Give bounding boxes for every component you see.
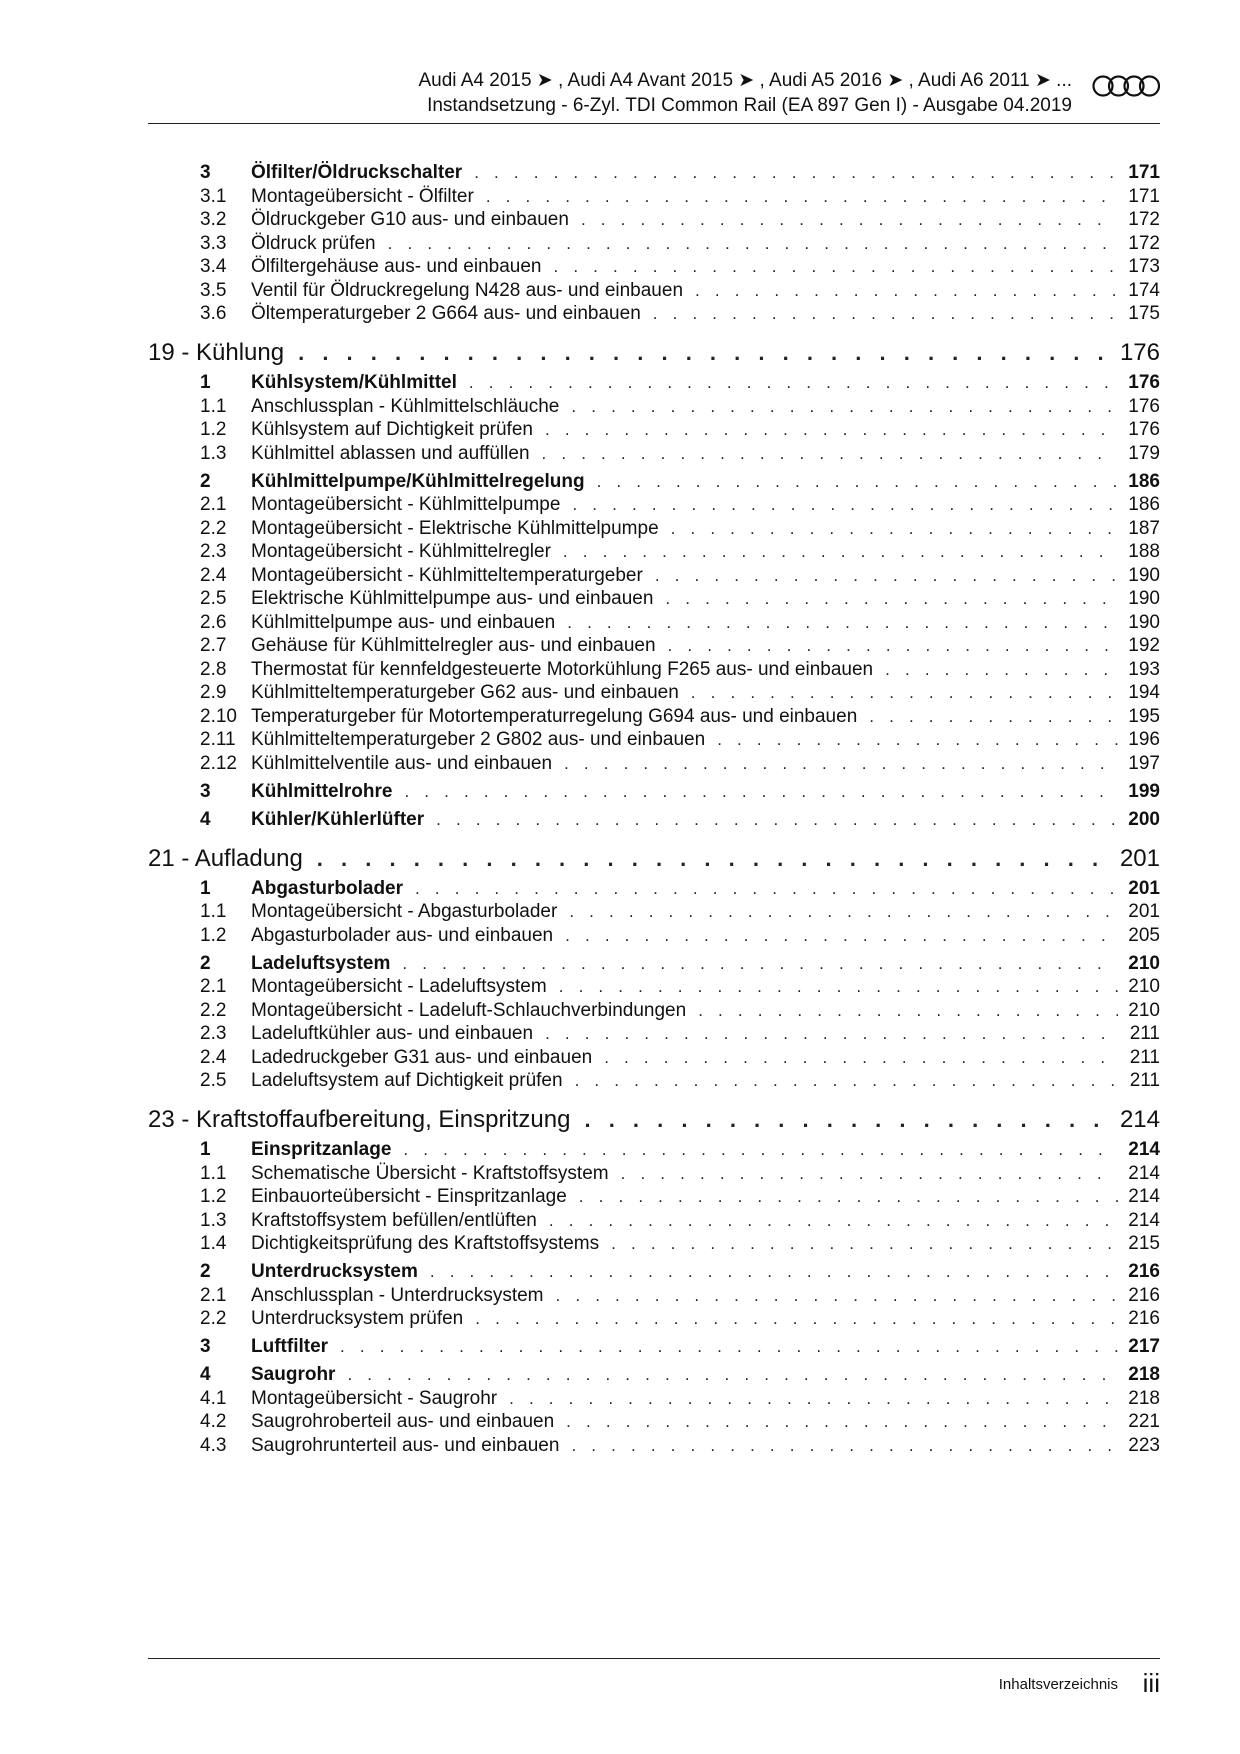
toc-leader-dots xyxy=(621,1161,1119,1187)
toc-entry-number: 3.6 xyxy=(200,303,227,324)
toc-entry[interactable] xyxy=(148,1021,1160,1047)
toc-leader-dots xyxy=(575,1068,1120,1094)
toc-section[interactable] xyxy=(148,1334,1160,1360)
toc-entry-title: Montageübersicht - Kühlmittelregler xyxy=(251,541,551,562)
header-divider xyxy=(148,123,1160,124)
toc-entry-number: 3.4 xyxy=(200,256,227,277)
toc-leader-dots xyxy=(486,184,1118,210)
toc-leader-dots xyxy=(717,727,1118,753)
toc-entry-page: 186 xyxy=(1128,494,1160,515)
document-header xyxy=(418,68,1072,118)
toc-entry-title: Öldruck prüfen xyxy=(251,232,376,254)
toc-entry-number: 4.3 xyxy=(200,1434,227,1456)
toc-entry-title: Anschlussplan - Kühlmittelschläuche xyxy=(251,395,560,417)
toc-section[interactable] xyxy=(148,807,1160,833)
toc-entry-title: Schematische Übersicht - Kraftstoffsystem xyxy=(251,1162,609,1184)
toc-entry-page: 210 xyxy=(1128,976,1160,997)
toc-entry-page: 210 xyxy=(1128,999,1160,1021)
toc-entry-page: 179 xyxy=(1128,442,1160,464)
toc-entry-page: 172 xyxy=(1128,209,1160,230)
toc-leader-dots xyxy=(559,974,1119,1000)
toc-entry-number: 1 xyxy=(200,1139,211,1160)
toc-entry[interactable] xyxy=(148,254,1160,280)
toc-leader-dots xyxy=(668,633,1119,659)
toc-entry-number: 3 xyxy=(200,162,211,183)
toc-entry-title: Kühlmittelrohre xyxy=(251,780,393,802)
toc-entry[interactable] xyxy=(148,610,1160,636)
toc-leader-dots xyxy=(695,278,1118,304)
toc-entry[interactable] xyxy=(148,974,1160,1000)
toc-entry-title: 23 - Kraftstoffaufbereitung, Einspritzung xyxy=(148,1106,571,1133)
toc-entry-title: Kühlmittelpumpe aus- und einbauen xyxy=(251,611,556,633)
toc-leader-dots xyxy=(885,657,1118,683)
toc-entry-page: 216 xyxy=(1128,1308,1160,1329)
toc-entry-number: 2.1 xyxy=(200,494,227,515)
toc-entry[interactable] xyxy=(148,278,1160,304)
toc-leader-dots xyxy=(691,680,1119,706)
toc-entry-number: 3 xyxy=(200,780,211,802)
toc-entry[interactable] xyxy=(148,1161,1160,1187)
toc-entry[interactable] xyxy=(148,417,1160,443)
toc-entry-title: Einspritzanlage xyxy=(251,1139,392,1160)
toc-entry[interactable] xyxy=(148,492,1160,518)
toc-entry-title: Öltemperaturgeber 2 G664 aus- und einbauen xyxy=(251,303,641,324)
toc-leader-dots xyxy=(556,1283,1119,1309)
toc-entry-number: 2.2 xyxy=(200,999,227,1021)
toc-leader-dots xyxy=(604,1045,1120,1071)
toc-chapter[interactable] xyxy=(148,337,1160,369)
header-title: Instandsetzung - 6-Zyl. TDI Common Rail (EA 897 Gen I) - Ausgabe 04.2019 xyxy=(427,95,1072,116)
toc-entry-page: 223 xyxy=(1128,1434,1160,1456)
toc-entry-number: 4.1 xyxy=(200,1387,227,1409)
toc-leader-dots xyxy=(572,492,1118,518)
footer-page-number: iii xyxy=(1142,1668,1160,1698)
toc-entry-title: Montageübersicht - Kühlmittelpumpe xyxy=(251,494,561,515)
toc-entry-title: Dichtigkeitsprüfung des Kraftstoffsystems xyxy=(251,1233,600,1254)
toc-entry-page: 195 xyxy=(1128,705,1160,727)
toc-entry-page: 218 xyxy=(1128,1364,1160,1385)
toc-entry[interactable] xyxy=(148,441,1160,467)
toc-entry[interactable] xyxy=(148,516,1160,542)
toc-entry-title: Gehäuse für Kühlmittelregler aus- und einbauen xyxy=(251,635,656,656)
toc-leader-dots xyxy=(584,1104,1109,1136)
toc-entry-page: 211 xyxy=(1129,1023,1160,1044)
toc-entry-number: 2.4 xyxy=(200,1046,227,1068)
toc-entry-page: 190 xyxy=(1128,611,1160,633)
toc-entry-title: Temperaturgeber für Motortemperaturregelung G694 aus- und einbauen xyxy=(251,705,858,727)
toc-leader-dots xyxy=(671,516,1119,542)
toc-entry-number: 4 xyxy=(200,1364,211,1385)
toc-entry-page: 201 xyxy=(1128,877,1160,899)
toc-leader-dots xyxy=(665,586,1118,612)
toc-entry-page: 211 xyxy=(1129,1046,1160,1068)
toc-entry-number: 4.2 xyxy=(200,1411,227,1432)
toc-entry[interactable] xyxy=(148,1433,1160,1459)
toc-entry-page: 187 xyxy=(1128,517,1160,539)
toc-entry-title: Ventil für Öldruckregelung N428 aus- und einbauen xyxy=(251,279,684,301)
toc-entry-title: Kühlmitteltemperaturgeber 2 G802 aus- und einbauen xyxy=(251,729,706,750)
toc-entry-title: Montageübersicht - Ladeluftsystem xyxy=(251,976,547,997)
toc-entry[interactable] xyxy=(148,301,1160,327)
toc-entry-title: Kühlmitteltemperaturgeber G62 aus- und einbauen xyxy=(251,682,679,703)
toc-entry[interactable] xyxy=(148,1068,1160,1094)
toc-entry-page: 199 xyxy=(1128,780,1160,802)
toc-entry-title: Ölfiltergehäuse aus- und einbauen xyxy=(251,256,542,277)
toc-entry[interactable] xyxy=(148,1208,1160,1234)
toc-entry-number: 3.5 xyxy=(200,279,227,301)
toc-entry-page: 214 xyxy=(1128,1186,1160,1207)
toc-entry-title: Ladeluftkühler aus- und einbauen xyxy=(251,1023,534,1044)
toc-entry-number: 3 xyxy=(200,1336,211,1357)
toc-entry[interactable] xyxy=(148,704,1160,730)
footer-label: Inhaltsverzeichnis xyxy=(998,1676,1118,1693)
toc-entry-number: 1.1 xyxy=(200,901,227,922)
toc-entry[interactable] xyxy=(148,1283,1160,1309)
toc-entry-title: Abgasturbolader xyxy=(251,877,404,899)
toc-entry-number: 1 xyxy=(200,372,211,393)
toc-entry-number: 2.1 xyxy=(200,1284,227,1306)
toc-entry[interactable] xyxy=(148,657,1160,683)
toc-entry-number: 2.5 xyxy=(200,588,227,609)
toc-leader-dots xyxy=(581,207,1118,233)
toc-entry-page: 193 xyxy=(1128,658,1160,680)
toc-entry-title: Kühlmittelpumpe/Kühlmittelregelung xyxy=(251,470,585,492)
toc-entry-title: 21 - Aufladung xyxy=(148,844,303,872)
toc-entry-title: Montageübersicht - Saugrohr xyxy=(251,1387,498,1409)
toc-leader-dots xyxy=(655,563,1118,589)
toc-entry-page: 190 xyxy=(1128,588,1160,609)
toc-entry-page: 176 xyxy=(1119,339,1160,366)
toc-entry-page: 174 xyxy=(1128,279,1160,301)
toc-entry-number: 2.7 xyxy=(200,635,227,656)
toc-leader-dots xyxy=(571,394,1118,420)
toc-entry[interactable] xyxy=(148,1184,1160,1210)
toc-entry-page: 188 xyxy=(1128,541,1160,562)
toc-entry-page: 171 xyxy=(1128,185,1160,207)
toc-leader-dots xyxy=(545,1021,1120,1047)
toc-entry-title: Ladeluftsystem xyxy=(251,952,391,974)
footer-divider xyxy=(148,1658,1160,1659)
toc-entry-number: 2 xyxy=(200,952,211,974)
toc-entry-page: 186 xyxy=(1128,470,1160,492)
toc-entry-number: 1.3 xyxy=(200,442,227,464)
toc-entry-number: 2.2 xyxy=(200,1308,227,1329)
toc-entry-page: 196 xyxy=(1128,729,1160,750)
toc-entry-number: 3.3 xyxy=(200,232,227,254)
toc-entry-title: Saugrohr xyxy=(251,1364,336,1385)
toc-entry[interactable] xyxy=(148,899,1160,925)
toc-leader-dots xyxy=(474,160,1118,186)
toc-entry-page: 214 xyxy=(1128,1209,1160,1231)
toc-leader-dots xyxy=(430,1259,1118,1285)
toc-leader-dots xyxy=(566,1409,1118,1435)
toc-entry-number: 2.3 xyxy=(200,541,227,562)
toc-entry-page: 214 xyxy=(1128,1139,1160,1160)
toc-leader-dots xyxy=(340,1334,1118,1360)
toc-entry-number: 2.10 xyxy=(200,705,237,727)
toc-leader-dots xyxy=(571,1433,1118,1459)
toc-entry-title: Kühlsystem auf Dichtigkeit prüfen xyxy=(251,419,533,440)
toc-entry-number: 1.2 xyxy=(200,924,227,946)
toc-entry-number: 2.4 xyxy=(200,564,227,586)
toc-entry-page: 201 xyxy=(1128,901,1160,922)
toc-leader-dots xyxy=(653,301,1119,327)
toc-entry-page: 172 xyxy=(1128,232,1160,254)
toc-leader-dots xyxy=(403,1137,1118,1163)
toc-entry-title: Kühlmittelventile aus- und einbauen xyxy=(251,752,553,774)
toc-entry[interactable] xyxy=(148,184,1160,210)
toc-entry[interactable] xyxy=(148,539,1160,565)
toc-entry-title: Saugrohroberteil aus- und einbauen xyxy=(251,1411,555,1432)
toc-entry[interactable] xyxy=(148,207,1160,233)
toc-entry-title: Montageübersicht - Kühlmitteltemperaturgeber xyxy=(251,564,643,586)
toc-leader-dots xyxy=(579,1184,1119,1210)
toc-entry-title: Luftfilter xyxy=(251,1336,329,1357)
toc-entry-page: 210 xyxy=(1128,952,1160,974)
toc-leader-dots xyxy=(404,779,1118,805)
toc-entry-number: 2.11 xyxy=(200,729,236,750)
toc-entry-page: 175 xyxy=(1128,303,1160,324)
toc-entry[interactable] xyxy=(148,1045,1160,1071)
toc-leader-dots xyxy=(567,610,1118,636)
toc-section[interactable] xyxy=(148,469,1160,495)
toc-entry-title: Saugrohrunterteil aus- und einbauen xyxy=(251,1434,560,1456)
toc-entry-page: 173 xyxy=(1128,256,1160,277)
toc-entry-number: 2.3 xyxy=(200,1023,227,1044)
toc-entry-number: 2.6 xyxy=(200,611,227,633)
toc-entry-number: 2.8 xyxy=(200,658,227,680)
toc-leader-dots xyxy=(542,441,1119,467)
toc-entry-title: Montageübersicht - Elektrische Kühlmittelpumpe xyxy=(251,517,659,539)
toc-section[interactable] xyxy=(148,370,1160,396)
toc-entry-page: 216 xyxy=(1128,1284,1160,1306)
toc-entry-title: Montageübersicht - Ölfilter xyxy=(251,185,474,207)
toc-entry-page: 214 xyxy=(1119,1106,1160,1133)
toc-entry[interactable] xyxy=(148,727,1160,753)
toc-section[interactable] xyxy=(148,1137,1160,1163)
toc-entry-number: 1.4 xyxy=(200,1233,227,1254)
toc-leader-dots xyxy=(597,469,1119,495)
toc-entry-number: 1.1 xyxy=(200,395,227,417)
toc-section[interactable] xyxy=(148,779,1160,805)
toc-entry-title: Ölfilter/Öldruckschalter xyxy=(251,162,463,183)
toc-entry-page: 205 xyxy=(1128,924,1160,946)
toc-entry-number: 1.3 xyxy=(200,1209,227,1231)
toc-entry-page: 214 xyxy=(1128,1162,1160,1184)
toc-entry-number: 2.12 xyxy=(200,752,237,774)
toc-entry-title: Kühlmittel ablassen und auffüllen xyxy=(251,442,530,464)
toc-entry-title: Anschlussplan - Unterdrucksystem xyxy=(251,1284,544,1306)
toc-entry[interactable] xyxy=(148,998,1160,1024)
toc-leader-dots xyxy=(698,998,1118,1024)
toc-section[interactable] xyxy=(148,1259,1160,1285)
toc-entry-page: 176 xyxy=(1128,395,1160,417)
toc-entry-title: Elektrische Kühlmittelpumpe aus- und einbauen xyxy=(251,588,654,609)
toc-entry-number: 3.2 xyxy=(200,209,227,230)
toc-entry-title: Unterdrucksystem prüfen xyxy=(251,1308,464,1329)
toc-leader-dots xyxy=(869,704,1118,730)
toc-entry-page: 194 xyxy=(1128,682,1160,703)
header-vehicles: Audi A4 2015 ➤ , Audi A4 Avant 2015 ➤ , Audi A5 2016 ➤ , Audi A6 2011 ➤ ... xyxy=(418,70,1072,91)
toc-leader-dots xyxy=(564,751,1118,777)
toc-entry-title: Unterdrucksystem xyxy=(251,1261,418,1282)
toc-leader-dots xyxy=(317,843,1110,875)
toc-entry[interactable] xyxy=(148,680,1160,706)
toc-chapter[interactable] xyxy=(148,843,1160,875)
toc-entry-page: 201 xyxy=(1119,844,1160,872)
toc-entry-page: 171 xyxy=(1128,162,1160,183)
toc-section[interactable] xyxy=(148,160,1160,186)
toc-entry-title: Abgasturbolader aus- und einbauen xyxy=(251,924,554,946)
toc-entry-title: Öldruckgeber G10 aus- und einbauen xyxy=(251,209,569,230)
toc-entry-page: 215 xyxy=(1128,1233,1160,1254)
toc-entry-number: 2 xyxy=(200,470,211,492)
toc-leader-dots xyxy=(565,923,1118,949)
toc-entry-page: 217 xyxy=(1128,1336,1160,1357)
toc-entry[interactable] xyxy=(148,923,1160,949)
toc-entry-page: 190 xyxy=(1128,564,1160,586)
toc-leader-dots xyxy=(436,807,1118,833)
toc-entry[interactable] xyxy=(148,231,1160,257)
toc-entry-number: 2.9 xyxy=(200,682,227,703)
toc-leader-dots xyxy=(549,1208,1118,1234)
toc-leader-dots xyxy=(388,231,1119,257)
toc-leader-dots xyxy=(545,417,1118,443)
toc-leader-dots xyxy=(298,337,1110,369)
toc-entry-title: Kühlsystem/Kühlmittel xyxy=(251,372,457,393)
toc-entry-number: 2.2 xyxy=(200,517,227,539)
toc-entry-number: 2 xyxy=(200,1261,211,1282)
toc-entry[interactable] xyxy=(148,563,1160,589)
toc-section[interactable] xyxy=(148,951,1160,977)
toc-entry-title: Einbauorteübersicht - Einspritzanlage xyxy=(251,1186,567,1207)
toc-leader-dots xyxy=(475,1306,1118,1332)
toc-chapter[interactable] xyxy=(148,1104,1160,1136)
toc-entry-number: 3.1 xyxy=(200,185,227,207)
toc-section[interactable] xyxy=(148,876,1160,902)
audi-rings-logo xyxy=(1092,74,1160,98)
toc-entry[interactable] xyxy=(148,394,1160,420)
toc-leader-dots xyxy=(509,1386,1118,1412)
toc-leader-dots xyxy=(569,899,1118,925)
toc-entry-title: Montageübersicht - Abgasturbolader xyxy=(251,901,558,922)
toc-entry[interactable] xyxy=(148,751,1160,777)
toc-leader-dots xyxy=(611,1231,1118,1257)
toc-entry[interactable] xyxy=(148,633,1160,659)
toc-entry-title: Thermostat für kennfeldgesteuerte Motorkühlung F265 aus- und einbauen xyxy=(251,658,874,680)
toc-entry-title: 19 - Kühlung xyxy=(148,339,285,366)
toc-entry-page: 221 xyxy=(1128,1411,1160,1432)
toc-entry[interactable] xyxy=(148,1306,1160,1332)
toc-leader-dots xyxy=(347,1362,1118,1388)
toc-entry-page: 197 xyxy=(1128,752,1160,774)
toc-leader-dots xyxy=(402,951,1118,977)
toc-entry-page: 218 xyxy=(1128,1387,1160,1409)
toc-entry[interactable] xyxy=(148,586,1160,612)
toc-entry-number: 2.5 xyxy=(200,1070,227,1091)
toc-entry-number: 1.2 xyxy=(200,419,227,440)
toc-entry-page: 192 xyxy=(1128,635,1160,656)
toc-entry-title: Montageübersicht - Ladeluft-Schlauchverbindungen xyxy=(251,999,687,1021)
toc-section[interactable] xyxy=(148,1362,1160,1388)
toc-entry-title: Kraftstoffsystem befüllen/entlüften xyxy=(251,1209,537,1231)
toc-entry-title: Kühler/Kühlerlüfter xyxy=(251,808,425,830)
toc-entry[interactable] xyxy=(148,1409,1160,1435)
toc-entry-title: Ladeluftsystem auf Dichtigkeit prüfen xyxy=(251,1070,563,1091)
toc-entry-page: 211 xyxy=(1129,1070,1160,1091)
toc-leader-dots xyxy=(415,876,1118,902)
toc-entry-page: 176 xyxy=(1128,372,1160,393)
toc-leader-dots xyxy=(563,539,1118,565)
toc-entry-page: 176 xyxy=(1128,419,1160,440)
toc-entry-number: 1 xyxy=(200,877,211,899)
toc-entry-number: 1.2 xyxy=(200,1186,227,1207)
toc-entry-number: 2.1 xyxy=(200,976,227,997)
toc-entry[interactable] xyxy=(148,1231,1160,1257)
toc-entry-number: 1.1 xyxy=(200,1162,227,1184)
toc-entry-number: 4 xyxy=(200,808,211,830)
toc-entry-title: Ladedruckgeber G31 aus- und einbauen xyxy=(251,1046,593,1068)
toc-entry-page: 216 xyxy=(1128,1261,1160,1282)
toc-entry-page: 200 xyxy=(1128,808,1160,830)
toc-leader-dots xyxy=(469,370,1118,396)
toc-leader-dots xyxy=(553,254,1118,280)
toc-entry[interactable] xyxy=(148,1386,1160,1412)
